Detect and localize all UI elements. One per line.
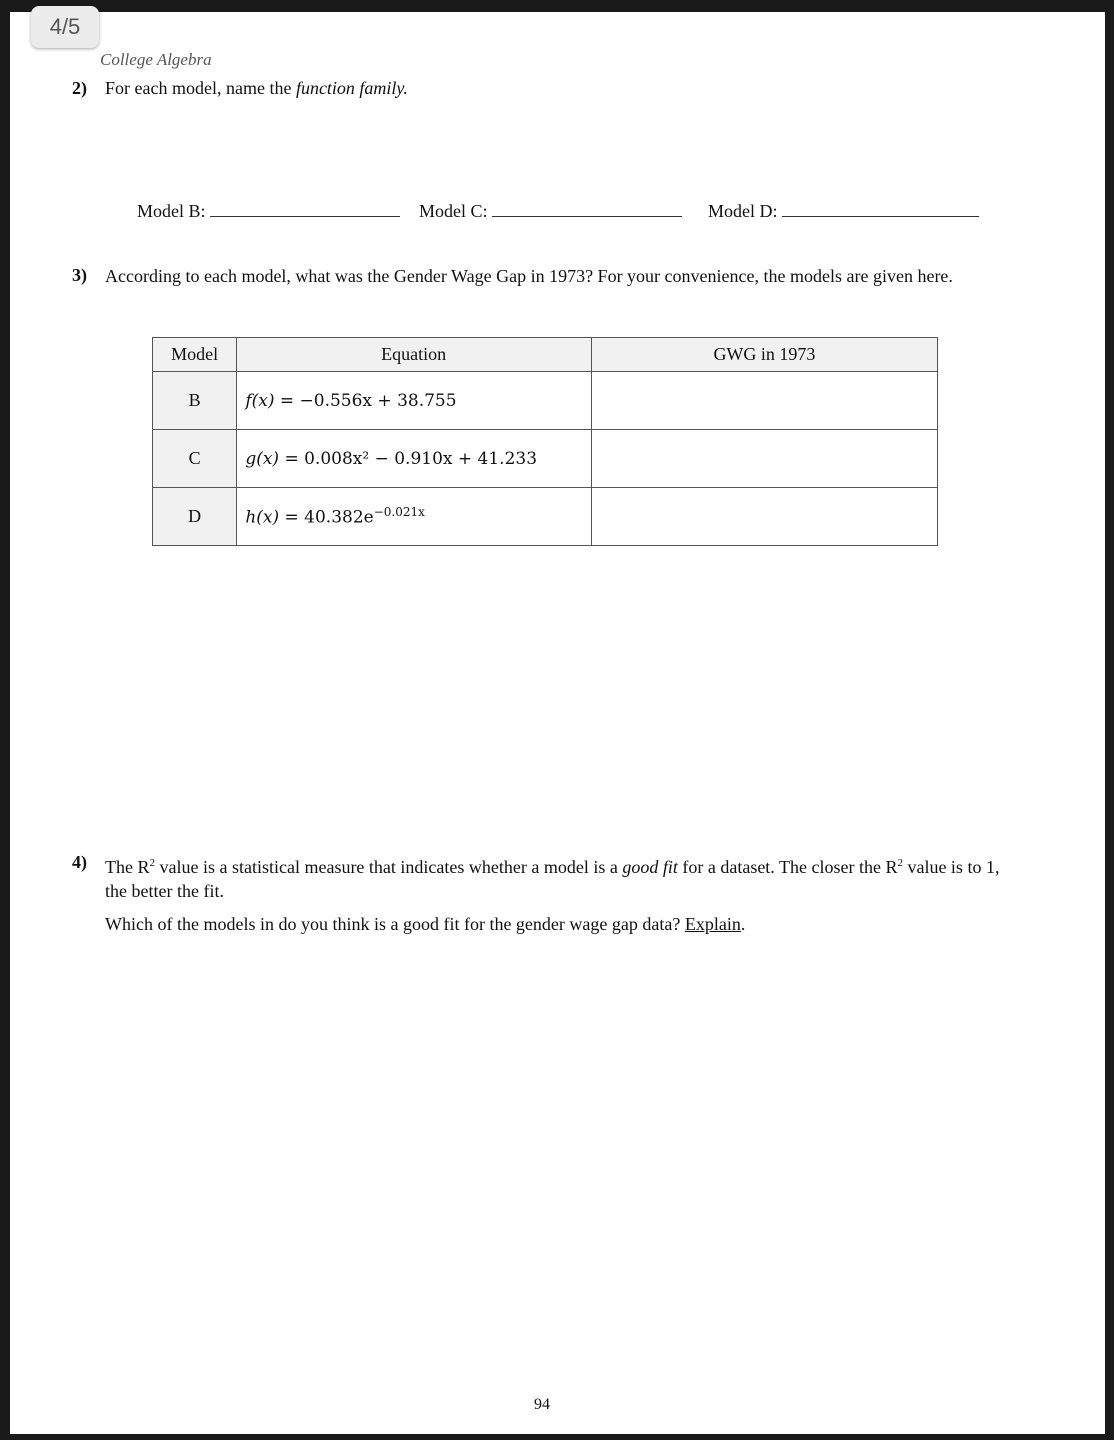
table-header-row (153, 338, 938, 372)
model-c-label: Model C: (419, 201, 488, 221)
table-row (153, 430, 938, 488)
models-table (152, 337, 938, 546)
model-d-label: Model D: (708, 201, 778, 221)
q4-number: 4) (72, 852, 87, 872)
course-header: College Algebra (100, 50, 212, 69)
table-row (153, 488, 938, 546)
model-b-answer-field[interactable] (210, 202, 400, 217)
q2-text: For each model, name the function family. (105, 78, 408, 98)
q3-number: 3) (72, 265, 87, 285)
model-c-slot (419, 201, 682, 222)
model-c-answer-field[interactable] (492, 202, 682, 217)
table-row (153, 372, 938, 430)
model-b-label: Model B: (137, 201, 206, 221)
q4-paragraph-1: The $R^2$ value is a statistical measure that indicates whether a model is a good fit for a dataset. The closer the $R^2$ value is to 1, the better the fit. (105, 857, 1000, 901)
page-indicator[interactable]: 4/5 (31, 6, 99, 48)
explain-text: Explain (684, 914, 741, 934)
row-c-equation: g(x) = 0.008x² − 0.910x + 41.233 (237, 430, 592, 488)
header-equation: Equation (237, 338, 592, 372)
row-c-model: C (153, 430, 237, 488)
model-b-slot (137, 201, 400, 222)
header-gwg: GWG in 1973 (591, 338, 937, 372)
q2-number: 2) (72, 78, 87, 98)
row-d-model: D (153, 488, 237, 546)
model-d-answer-field[interactable] (782, 202, 979, 217)
document-page (10, 12, 1105, 1434)
model-d-slot (708, 201, 979, 222)
row-c-gwg-cell[interactable] (591, 430, 937, 488)
page-number: 94 (534, 1396, 550, 1413)
q3-text: According to each model, what was the Gender Wage Gap in 1973? For your convenience, the models are given here. (105, 266, 953, 286)
row-b-model: B (153, 372, 237, 430)
q4-paragraph-2: Which of the models in do you think is a good fit for the gender wage gap data? Explain. (105, 914, 746, 934)
row-b-equation: f(x) = −0.556x + 38.755 (237, 372, 592, 430)
row-d-gwg-cell[interactable] (591, 488, 937, 546)
row-d-equation: $h(x) = 40.382e^{-0.021x}$ (237, 488, 592, 546)
row-b-gwg-cell[interactable] (591, 372, 937, 430)
header-model: Model (153, 338, 237, 372)
